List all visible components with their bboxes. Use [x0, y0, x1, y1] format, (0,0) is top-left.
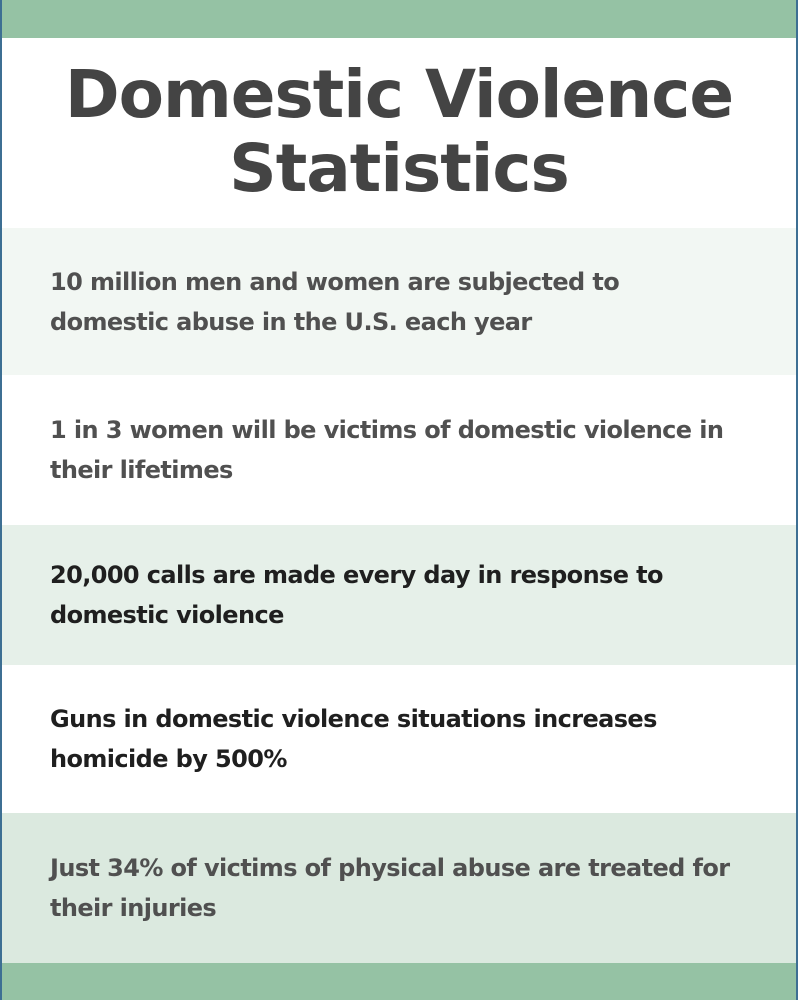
- stat-row: [2, 228, 796, 375]
- stat-text: 20,000 calls are made every day in response to domestic violence: [50, 561, 663, 629]
- top-accent-bar: [2, 0, 796, 38]
- stat-text: Guns in domestic violence situations increases homicide by 500%: [50, 705, 657, 773]
- stat-row: [2, 375, 796, 525]
- page-title: Domestic Violence Statistics: [64, 56, 734, 207]
- bottom-accent-bar: [2, 963, 796, 1000]
- stat-row: [2, 813, 796, 963]
- stat-text: 10 million men and women are subjected to domestic abuse in the U.S. each year: [50, 267, 620, 336]
- stat-row: [2, 525, 796, 665]
- stat-row: [2, 665, 796, 813]
- stat-text: 1 in 3 women will be victims of domestic violence in their lifetimes: [50, 416, 724, 484]
- stat-text: Just 34% of victims of physical abuse are treated for their injuries: [50, 854, 730, 922]
